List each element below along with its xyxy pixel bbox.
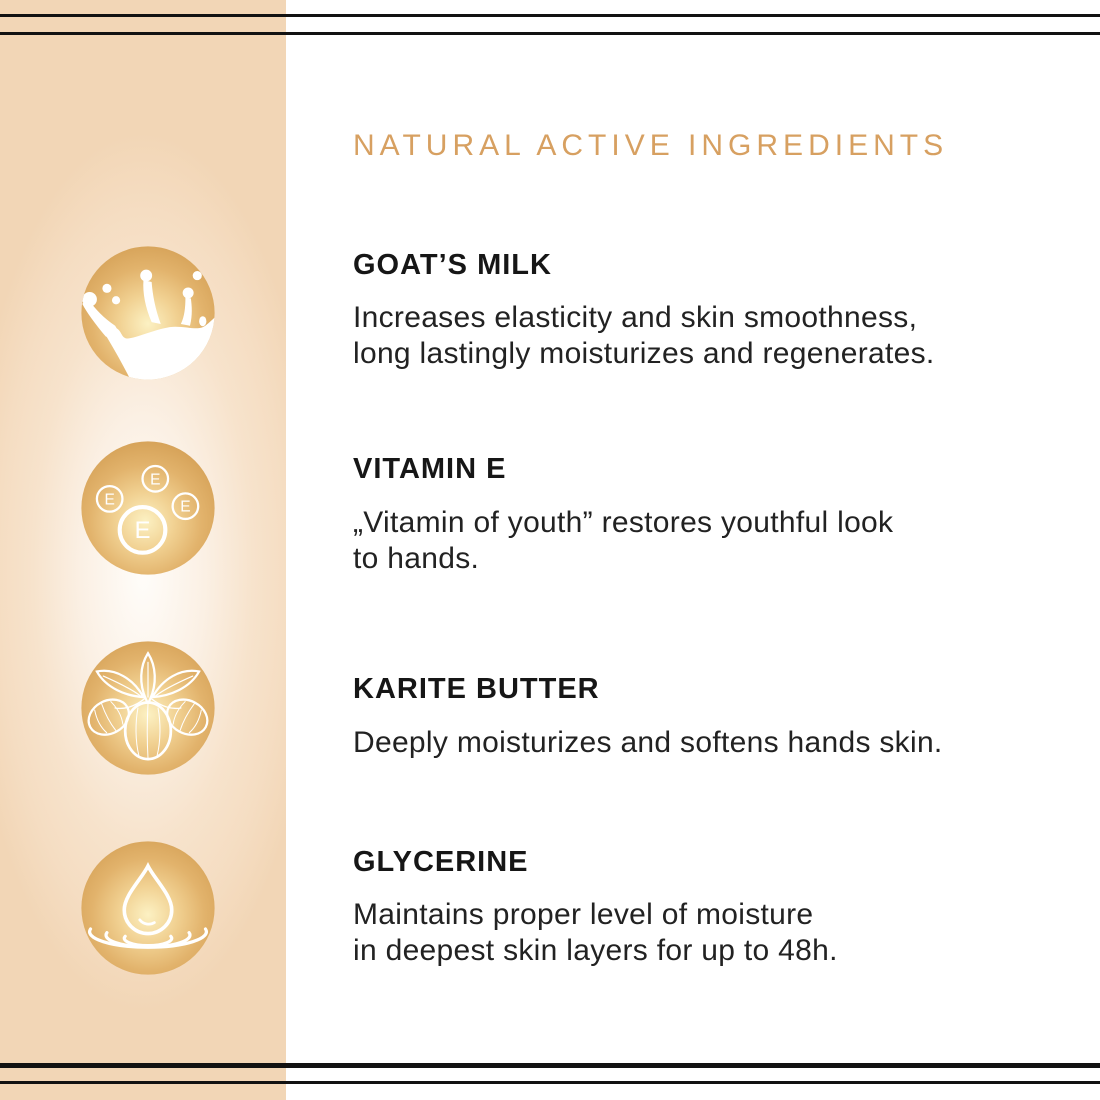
body-line: in deepest skin layers for up to 48h. (353, 934, 838, 967)
section-heading-vitamin-e: VITAMIN E (353, 453, 507, 485)
shea-flower-icon (75, 635, 221, 781)
body-line: Maintains proper level of moisture (353, 898, 814, 931)
section-body-goats-milk (353, 300, 935, 372)
vitamin-e-small-letter: E (150, 471, 161, 489)
body-line: Deeply moisturizes and softens hands skin. (353, 726, 943, 759)
section-body-vitamin-e (353, 505, 893, 577)
section-body-karite-butter (353, 725, 943, 761)
milk-splash-icon (75, 240, 221, 386)
section-heading-goats-milk: GOAT’S MILK (353, 249, 552, 281)
vitamin-e-icon (75, 435, 221, 581)
vitamin-e-small-letter: E (180, 498, 191, 516)
section-body-glycerine (353, 897, 838, 969)
water-drop-icon (75, 835, 221, 981)
body-line: to hands. (353, 542, 480, 575)
page-title: NATURAL ACTIVE INGREDIENTS (353, 129, 949, 162)
top-rule-2 (0, 32, 1100, 35)
vitamin-e-big-letter: E (134, 518, 151, 545)
body-line: „Vitamin of youth” restores youthful look (353, 506, 894, 539)
section-heading-glycerine: GLYCERINE (353, 846, 529, 878)
body-line: Increases elasticity and skin smoothness, (353, 301, 918, 334)
bottom-rule-1 (0, 1063, 1100, 1068)
section-heading-karite-butter: KARITE BUTTER (353, 673, 600, 705)
top-rule-1 (0, 14, 1100, 17)
vitamin-e-small-letter: E (104, 491, 115, 509)
body-line: long lastingly moisturizes and regenerates. (353, 337, 935, 370)
bottom-rule-2 (0, 1081, 1100, 1084)
